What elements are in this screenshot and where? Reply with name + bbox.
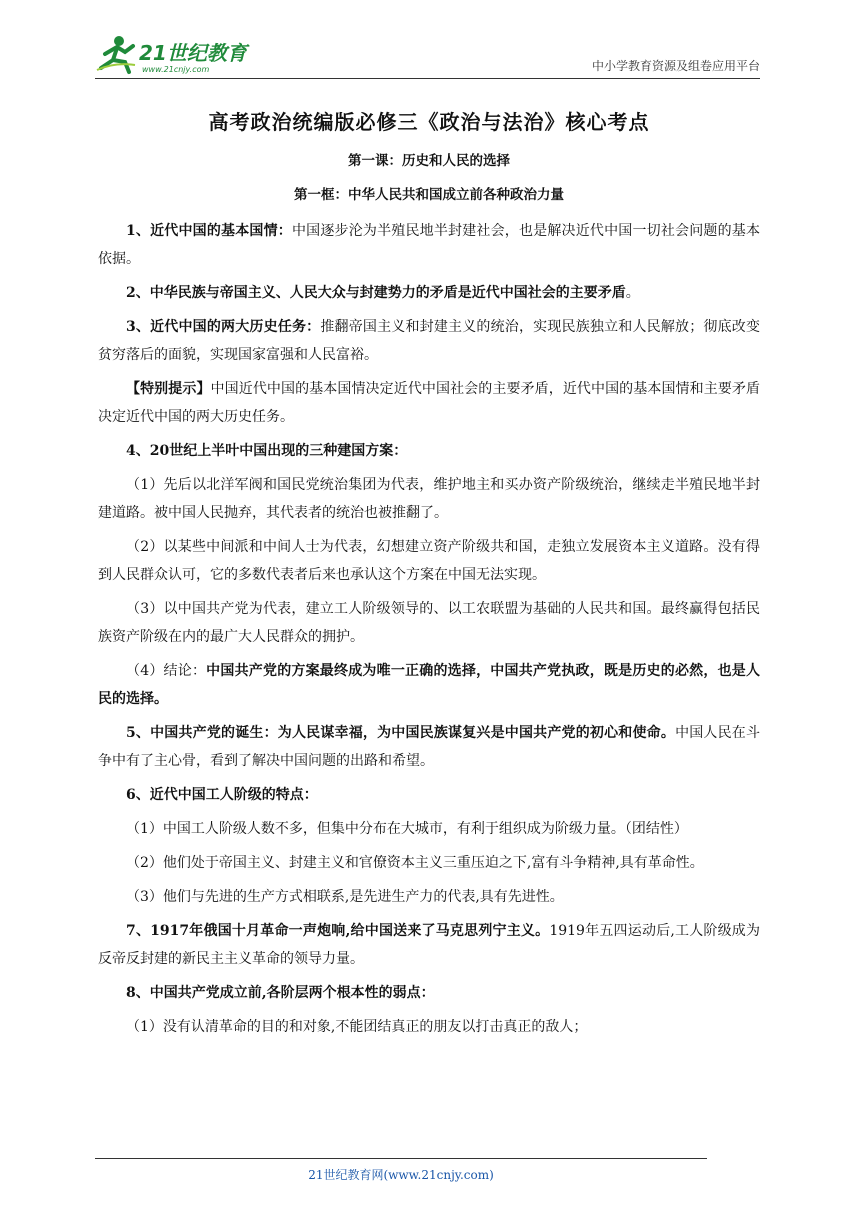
paragraph-text: （3）以中国共产党为代表，建立工人阶级领导的、以工农联盟为基础的人民共和国。最终赢得包括民族资产阶级在内的最广大人民群众的拥护。	[98, 601, 760, 645]
paragraph-list	[98, 217, 760, 1041]
paragraph	[98, 437, 760, 465]
document-body	[98, 106, 760, 1047]
paragraph-text: （3）他们与先进的生产方式相联系,是先进生产力的代表,具有先进性。	[126, 889, 564, 905]
paragraph	[98, 313, 760, 369]
paragraph-bold-text: 3、近代中国的两大历史任务：	[126, 319, 321, 335]
paragraph-text: 中国人民在斗争中有了主心骨，看到了解决中国问题的出路和希望。	[98, 725, 760, 769]
paragraph	[98, 781, 760, 809]
document-title: 高考政治统编版必修三《政治与法治》核心考点	[208, 110, 650, 134]
paragraph	[98, 375, 760, 431]
paragraph-text: 中国近代中国的基本国情决定近代中国社会的主要矛盾，近代中国的基本国情和主要矛盾决定近代中国的两大历史任务。	[98, 381, 760, 425]
paragraph-bold-text: 【特别提示】	[126, 381, 211, 397]
runner-logo-icon	[95, 32, 265, 78]
footer-divider	[95, 1158, 707, 1159]
paragraph	[98, 917, 760, 973]
paragraph-text: （1）先后以北洋军阀和国民党统治集团为代表，维护地主和买办资产阶级统治，继续走半殖民地半封建道路。被中国人民抛弃，其代表者的统治也被推翻了。	[98, 477, 760, 521]
paragraph	[98, 533, 760, 589]
paragraph	[98, 815, 760, 843]
header-platform-text: 中小学教育资源及组卷应用平台	[591, 59, 760, 73]
paragraph-bold-text: 7、1917年俄国十月革命一声炮响,给中国送来了马克思列宁主义。	[126, 923, 550, 939]
paragraph-text: 中国逐步沦为半殖民地半封建社会，也是解决近代中国一切社会问题的基本依据。	[98, 223, 760, 267]
paragraph-text: 推翻帝国主义和封建主义的统治，实现民族独立和人民解放；彻底改变贫穷落后的面貌，实现国家富强和人民富裕。	[98, 319, 760, 363]
section-title: 第一框：中华人民共和国成立前各种政治力量	[294, 187, 564, 203]
logo-text: 21世纪教育	[139, 41, 247, 65]
paragraph	[98, 1013, 760, 1041]
paragraph	[98, 979, 760, 1007]
paragraph-bold-text: 8、中国共产党成立前,各阶层两个根本性的弱点：	[126, 985, 435, 1001]
paragraph-bold-text: 4、20世纪上半叶中国出现的三种建国方案：	[126, 443, 408, 459]
paragraph-bold-text: 6、近代中国工人阶级的特点：	[126, 787, 318, 803]
paragraph-bold-text: 2、中华民族与帝国主义、人民大众与封建势力的矛盾是近代中国社会的主要矛盾	[126, 285, 626, 301]
site-logo[interactable]	[95, 32, 265, 78]
paragraph	[98, 719, 760, 775]
paragraph-bold-text: 5、中国共产党的诞生：为人民谋幸福，为中国民族谋复兴是中国共产党的初心和使命。	[126, 725, 676, 741]
paragraph-text: （2）他们处于帝国主义、封建主义和官僚资本主义三重压迫之下,富有斗争精神,具有革命性。	[126, 855, 704, 871]
paragraph	[98, 849, 760, 877]
paragraph-text: 1919年五四运动后,工人阶级成为反帝反封建的新民主主义革命的领导力量。	[98, 923, 760, 967]
paragraph-text: （1）没有认清革命的目的和对象,不能团结真正的朋友以打击真正的敌人；	[126, 1019, 588, 1035]
paragraph-bold-text: 中国共产党的方案最终成为唯一正确的选择，中国共产党执政，既是历史的必然，也是人民的选择。	[98, 663, 760, 707]
paragraph	[98, 595, 760, 651]
paragraph	[98, 471, 760, 527]
paragraph-prefix: （4）结论：	[126, 663, 207, 679]
logo-url: www.21cnjy.com	[142, 65, 210, 74]
paragraph-text: （1）中国工人阶级人数不多，但集中分布在大城市，有利于组织成为阶级力量。（团结性）	[126, 821, 688, 837]
paragraph-text: 。	[625, 285, 640, 301]
page-header	[95, 32, 760, 78]
paragraph	[98, 279, 760, 307]
paragraph	[98, 883, 760, 911]
paragraph-bold-text: 1、近代中国的基本国情：	[126, 223, 292, 239]
header-divider	[95, 78, 760, 79]
paragraph-text: （2）以某些中间派和中间人士为代表，幻想建立资产阶级共和国，走独立发展资本主义道路。没有得到人民群众认可，它的多数代表者后来也承认这个方案在中国无法实现。	[98, 539, 760, 583]
lesson-title: 第一课：历史和人民的选择	[348, 153, 510, 169]
footer-link[interactable]: 21世纪教育网(www.21cnjy.com)	[308, 1168, 494, 1182]
paragraph	[98, 217, 760, 273]
paragraph	[98, 657, 760, 713]
